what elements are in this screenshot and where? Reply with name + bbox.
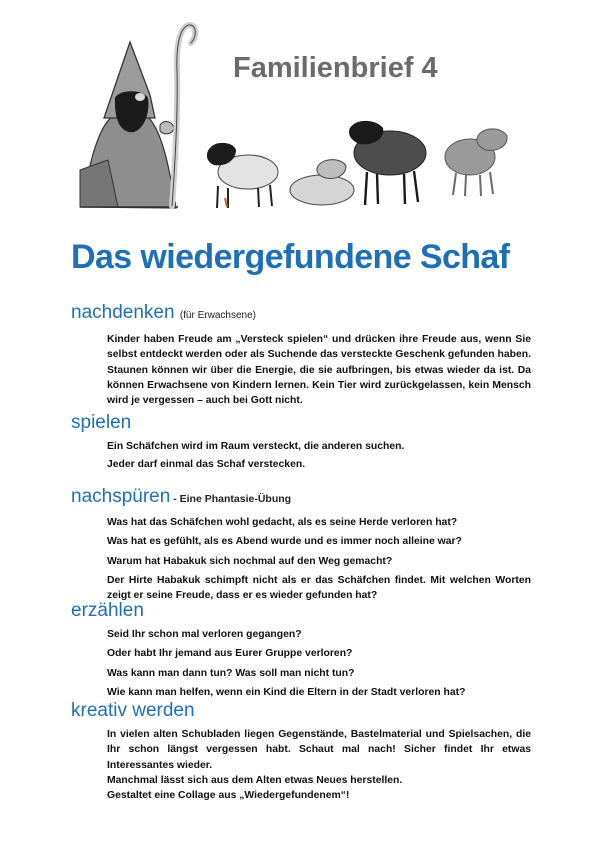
sheep-1	[207, 143, 278, 208]
section-heading-text: nachdenken	[71, 302, 175, 323]
section-heading	[71, 486, 531, 510]
shepherd-figure	[80, 42, 178, 208]
paragraph: Kinder haben Freude am „Versteck spielen“ und drücken ihre Freude aus, wenn Sie selbst entdeckt werden oder als Suchende das versteckte Geschenk gefunden haben. Staunen können wir über die Energie, die sie aufbringen, bis etwas wieder da ist. Da können Erwachsene von Kindern lernen. Kein Tier wird zurückgelassen, kein Mensch wird je vergessen – auch bei Gott nicht.	[107, 334, 531, 407]
section-body	[107, 727, 531, 803]
line: Was hat das Schäfchen wohl gedacht, als es seine Herde verloren hat?	[107, 517, 458, 528]
section-heading	[71, 302, 531, 327]
line: Gestaltet eine Collage aus „Wiedergefundenem“!	[107, 790, 350, 802]
section-kreativ-werden	[71, 700, 531, 803]
shepherd-and-sheep-illustration	[0, 0, 600, 225]
line: Was kann man dann tun? Was soll man nicht tun?	[107, 667, 355, 679]
line: Manchmal lässt sich aus dem Alten etwas Neues herstellen.	[107, 774, 403, 786]
section-erzaehlen	[71, 600, 531, 704]
sheep-2	[290, 160, 354, 205]
letter-title: Familienbrief 4	[233, 52, 438, 84]
sheep-3	[349, 121, 426, 205]
line: Oder habt Ihr jemand aus Eurer Gruppe verloren?	[107, 648, 353, 660]
line: Wie kann man helfen, wenn ein Kind die Eltern in der Stadt verloren hat?	[107, 686, 466, 698]
line: Seid Ihr schon mal verloren gegangen?	[107, 629, 302, 640]
section-nachdenken	[71, 302, 531, 408]
section-heading-text: erzählen	[71, 600, 144, 621]
section-body	[107, 627, 531, 700]
section-note: (für Erwachsene)	[179, 310, 256, 321]
section-heading-text: spielen	[71, 412, 132, 433]
line: Jeder darf einmal das Schaf verstecken.	[107, 459, 306, 471]
section-heading	[71, 412, 531, 434]
paragraph: In vielen alten Schubladen liegen Gegenstände, Bastelmaterial und Spielsachen, die Ihr schon längst vergessen habt. Schaut mal nach! Sicher findet Ihr etwas Interessantes wieder.	[107, 729, 531, 771]
line: Ein Schäfchen wird im Raum versteckt, die anderen suchen.	[107, 441, 405, 452]
line: Warum hat Habakuk sich nochmal auf den Weg gemacht?	[107, 555, 393, 567]
section-subtitle: - Eine Phantasie-Übung	[170, 493, 292, 505]
section-heading-text: nachspüren	[71, 486, 171, 507]
page-title: Das wiedergefundene Schaf	[71, 238, 510, 276]
section-body	[107, 332, 531, 408]
staff-icon	[172, 25, 195, 206]
section-body	[107, 439, 531, 473]
sheep-4	[445, 129, 507, 196]
line: Der Hirte Habakuk schimpft nicht als er das Schäfchen findet. Mit welchen Worten zeigt er seine Freude, dass er es wieder gefunden hat?	[107, 574, 531, 602]
section-heading-text: kreativ werden	[71, 700, 195, 721]
section-heading	[71, 700, 531, 722]
section-heading	[71, 600, 531, 622]
section-spielen	[71, 412, 531, 473]
section-body	[107, 515, 531, 603]
line: Was hat es gefühlt, als es Abend wurde und es immer noch alleine war?	[107, 536, 462, 548]
section-nachspueren	[71, 486, 531, 607]
